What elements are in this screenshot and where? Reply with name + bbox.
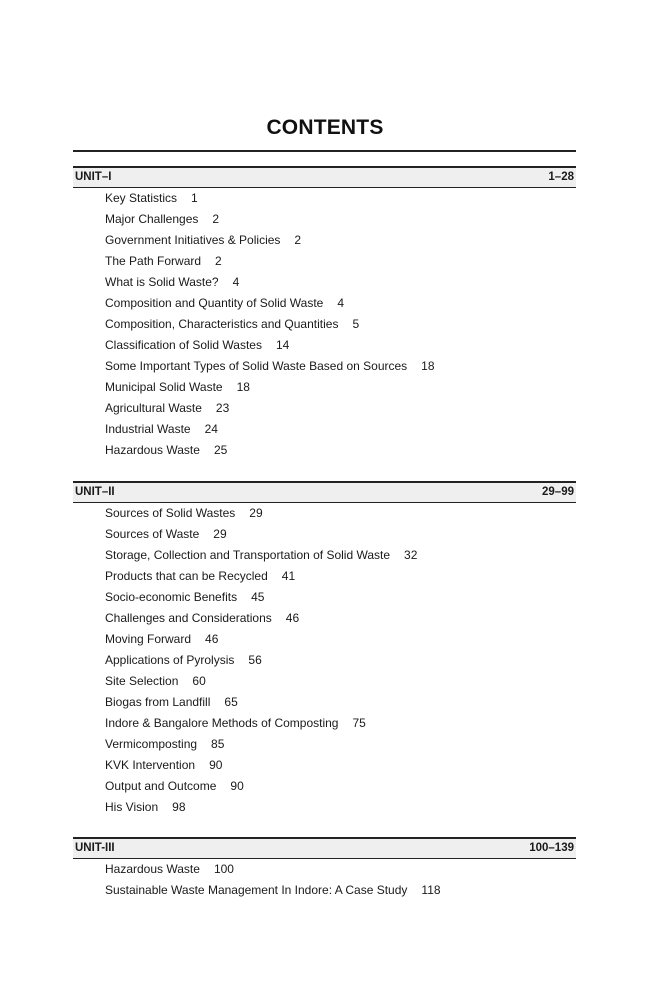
toc-entry[interactable]	[73, 797, 576, 818]
entry-page: 18	[421, 359, 435, 373]
unit-header	[73, 481, 576, 503]
entry-page: 24	[204, 422, 218, 436]
unit-header	[73, 837, 576, 859]
entry-title: Moving Forward	[105, 632, 192, 646]
entry-page: 4	[337, 296, 345, 310]
unit-page-range: 100–139	[529, 842, 574, 854]
entry-page: 2	[212, 212, 220, 226]
toc-entry[interactable]	[73, 629, 576, 650]
toc-entry[interactable]	[73, 650, 576, 671]
toc-entry[interactable]	[73, 188, 576, 209]
toc-entry[interactable]	[73, 776, 576, 797]
toc-entry[interactable]	[73, 230, 576, 251]
toc-entry[interactable]	[73, 524, 576, 545]
entry-title: His Vision	[105, 800, 159, 814]
toc-entry[interactable]	[73, 608, 576, 629]
entry-page: 60	[192, 674, 206, 688]
entry-page: 23	[215, 401, 230, 415]
toc-entry[interactable]	[73, 692, 576, 713]
entry-page: 98	[172, 800, 186, 814]
toc-entry[interactable]	[73, 335, 576, 356]
entry-page: 29	[213, 527, 227, 541]
toc-entry[interactable]	[73, 859, 576, 880]
toc-entry[interactable]	[73, 880, 576, 901]
toc-entry[interactable]	[73, 755, 576, 776]
toc-entry[interactable]	[73, 566, 576, 587]
unit-page-range: 29–99	[542, 486, 574, 498]
toc-entry[interactable]	[73, 713, 576, 734]
entry-page: 25	[213, 443, 228, 457]
entry-page: 46	[205, 632, 219, 646]
entry-title: Government Initiatives & Policies	[105, 233, 281, 247]
entry-page: 32	[404, 548, 418, 562]
entry-page: 75	[352, 716, 366, 730]
entry-page: 100	[213, 862, 234, 876]
unit-name: UNIT–I	[75, 171, 112, 183]
toc-entry[interactable]	[73, 356, 576, 377]
entry-title: Agricultural Waste	[105, 401, 202, 415]
entry-title: KVK Intervention	[105, 758, 196, 772]
toc-entry[interactable]	[73, 734, 576, 755]
entry-page: 4	[232, 275, 240, 289]
toc-entry[interactable]	[73, 440, 576, 461]
entry-title: Major Challenges	[105, 212, 199, 226]
entry-title: Sources of Solid Wastes	[105, 506, 236, 520]
entry-title: Indore & Bangalore Methods of Composting	[105, 716, 339, 730]
entry-title: Challenges and Considerations	[105, 611, 272, 625]
entry-page: 18	[236, 380, 250, 394]
toc-entry[interactable]	[73, 545, 576, 566]
entry-title: Products that can be Recycled	[105, 569, 268, 583]
toc-entry[interactable]	[73, 377, 576, 398]
entry-title: Socio-economic Benefits	[105, 590, 238, 604]
entry-page: 90	[209, 758, 223, 772]
entry-title: Sources of Waste	[105, 527, 200, 541]
entry-page: 2	[294, 233, 302, 247]
toc-entry[interactable]	[73, 587, 576, 608]
toc-list	[73, 503, 576, 818]
entry-title: Site Selection	[105, 674, 179, 688]
toc-entry[interactable]	[73, 419, 576, 440]
entry-page: 29	[249, 506, 263, 520]
entry-title: Composition and Quantity of Solid Waste	[105, 296, 324, 310]
entry-title: Sustainable Waste Management In Indore: A Case Study	[105, 883, 408, 897]
entry-title: Composition, Characteristics and Quantities	[105, 317, 339, 331]
unit-name: UNIT-III	[75, 842, 115, 854]
unit-section-1	[73, 166, 576, 461]
unit-name: UNIT–II	[75, 486, 115, 498]
entry-page: 90	[230, 779, 244, 793]
entry-title: Hazardous Waste	[105, 862, 200, 876]
entry-title: Municipal Solid Waste	[105, 380, 223, 394]
entry-page: 46	[285, 611, 300, 625]
entry-page: 56	[248, 653, 262, 667]
entry-title: Vermicomposting	[105, 737, 198, 751]
entry-title: Storage, Collection and Transportation of Solid Waste	[105, 548, 391, 562]
entry-title: Classification of Solid Wastes	[105, 338, 262, 352]
title-divider	[73, 150, 576, 152]
entry-page: 65	[224, 695, 238, 709]
toc-entry[interactable]	[73, 503, 576, 524]
entry-page: 85	[211, 737, 225, 751]
entry-page: 14	[275, 338, 290, 352]
entry-title: Key Statistics	[105, 191, 178, 205]
toc-entry[interactable]	[73, 272, 576, 293]
entry-title: Hazardous Waste	[105, 443, 200, 457]
entry-title: Biogas from Landfill	[105, 695, 211, 709]
toc-entry[interactable]	[73, 671, 576, 692]
entry-page: 2	[215, 254, 222, 268]
toc-list	[73, 188, 576, 461]
entry-page: 45	[251, 590, 265, 604]
entry-page: 5	[352, 317, 360, 331]
entry-title: What is Solid Waste?	[105, 275, 219, 289]
unit-page-range: 1–28	[548, 171, 574, 183]
entry-title: Applications of Pyrolysis	[105, 653, 235, 667]
entry-title: Some Important Types of Solid Waste Based on Sources	[105, 359, 408, 373]
entry-page: 1	[191, 191, 198, 205]
entry-page: 41	[281, 569, 296, 583]
entry-page: 118	[421, 883, 441, 897]
entry-title: Industrial Waste	[105, 422, 191, 436]
toc-list	[73, 859, 576, 901]
unit-section-2	[73, 481, 576, 818]
toc-entry[interactable]	[73, 209, 576, 230]
entry-title: Output and Outcome	[105, 779, 217, 793]
toc-entry[interactable]	[73, 293, 576, 314]
page-title: CONTENTS	[266, 116, 384, 139]
unit-header	[73, 166, 576, 188]
toc-entry[interactable]	[73, 251, 576, 272]
entry-title: The Path Forward	[105, 254, 202, 268]
toc-entry[interactable]	[73, 314, 576, 335]
toc-entry[interactable]	[73, 398, 576, 419]
unit-section-3	[73, 837, 576, 901]
